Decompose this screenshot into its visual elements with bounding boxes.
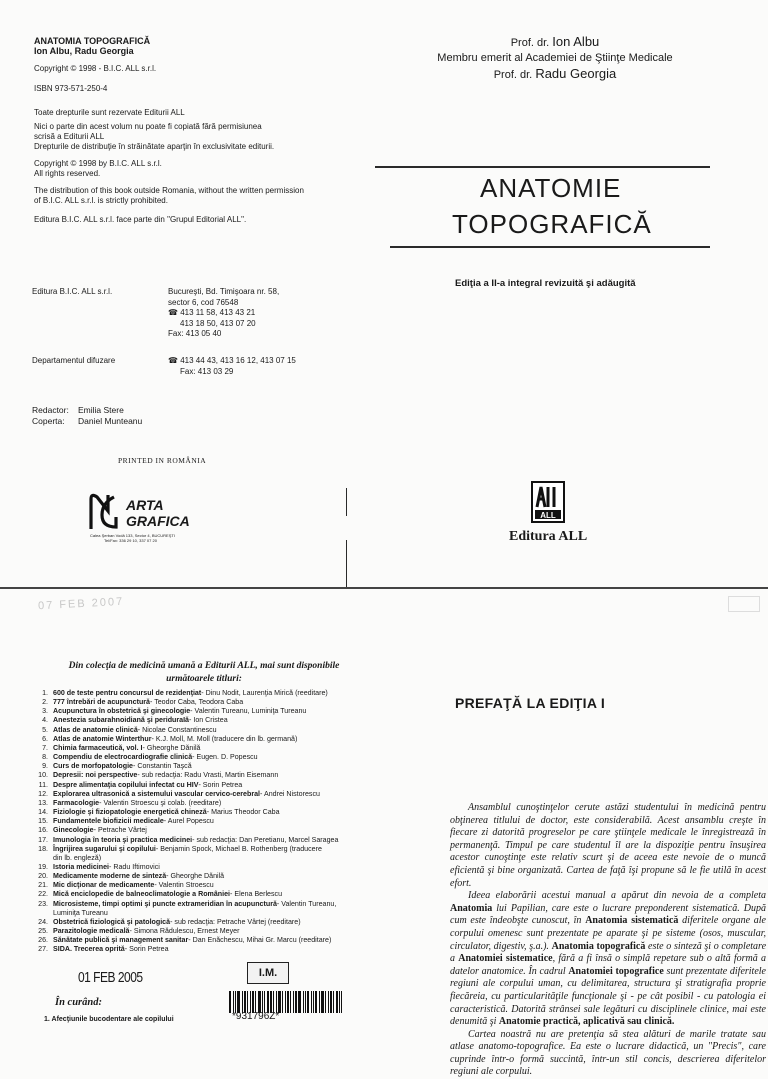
author1-name: Ion Albu	[552, 34, 600, 49]
dept-label: Departamentul difuzare	[32, 356, 116, 365]
book-author: - Teodor Caba, Teodora Caba	[149, 698, 244, 707]
barcode-bar	[303, 991, 304, 1013]
dept-phones	[168, 356, 296, 377]
book-list-item	[30, 927, 370, 936]
barcode-bar	[250, 991, 251, 1013]
barcode-bar	[233, 991, 234, 1013]
barcode-bar	[278, 991, 281, 1013]
imprint-isbn: ISBN 973-571-250-4	[34, 84, 108, 93]
book-list-item	[30, 707, 370, 716]
barcode-bar	[315, 991, 317, 1013]
book-list-item	[30, 936, 370, 945]
book-author: - Gheorghe Dănilă	[166, 872, 225, 881]
book-title: Despre alimentaţia copilului infectat cu HIV	[53, 780, 199, 789]
book-number: 23.	[38, 899, 48, 908]
book-author: - Sorin Petrea	[124, 945, 169, 954]
book-list-item	[30, 890, 370, 899]
barcode-bar	[325, 991, 326, 1013]
barcode-bar	[305, 991, 306, 1013]
spine-mark	[346, 488, 347, 516]
imprint-copyright-2: Copyright © 1998 by B.I.C. ALL s.r.l.	[34, 159, 162, 168]
collection-heading	[40, 660, 368, 686]
imprint-rights-4: Drepturile de distribuţie în străinătate aparţin în exclusivitate editurii.	[34, 142, 275, 151]
im-box	[247, 962, 289, 984]
barcode-bar	[270, 991, 272, 1013]
book-author: - sub redacţia: Radu Vrasti, Martin Eisemann	[137, 771, 279, 780]
imprint-copyright: Copyright © 1998 - B.I.C. ALL s.r.l.	[34, 64, 157, 73]
book-list-item	[30, 698, 370, 707]
book-title: Medicamente moderne de sinteză	[53, 872, 167, 881]
page-fold-line	[0, 587, 768, 589]
book-list-item	[30, 735, 370, 744]
barcode-bar	[319, 991, 320, 1013]
barcode-bar	[313, 991, 314, 1013]
barcode-bar	[276, 991, 277, 1013]
book-number: 25.	[38, 927, 48, 936]
book-title: Explorarea ultrasonică a sistemului vascular cervico-cerebral	[53, 789, 261, 798]
book-number: 26.	[38, 936, 48, 945]
book-list-item	[30, 872, 370, 881]
book-title: Farmacologie	[53, 798, 100, 807]
book-number: 19.	[38, 862, 48, 871]
imprint-page	[34, 36, 354, 225]
author1-prefix: Prof. dr.	[510, 37, 550, 49]
book-list-item	[30, 799, 370, 808]
barcode-bar	[258, 991, 261, 1013]
book-author: - Marius Theodor Caba	[206, 808, 280, 817]
book-author: - Valentin Tureanu,	[276, 899, 337, 908]
book-author: - Gheorghe Dănilă	[142, 743, 201, 752]
book-title: Istoria medicinei	[53, 862, 109, 871]
address-line: ☎ 413 11 58, 413 43 21	[168, 308, 256, 317]
barcode-bar	[262, 991, 263, 1013]
book-title: Îngrijirea sugarului şi copilului	[53, 844, 156, 853]
book-number: 20.	[38, 872, 48, 881]
imprint-book-authors: Ion Albu, Radu Georgia	[34, 46, 134, 56]
book-number: 4.	[42, 716, 48, 725]
barcode-bar	[235, 991, 236, 1013]
cover-name: Daniel Munteanu	[78, 415, 143, 426]
book-title: Mic dicţionar de medicamente	[53, 881, 155, 890]
book-list-item	[30, 790, 370, 799]
book-list-item	[30, 845, 370, 854]
collection-heading-line: următoarele titluri:	[166, 674, 242, 684]
book-number: 17.	[38, 835, 48, 844]
book-title: Chimia farmaceutică, vol. I	[53, 743, 143, 752]
book-list-item	[30, 863, 370, 872]
barcode-bar	[247, 991, 248, 1013]
book-number: 5.	[42, 725, 48, 734]
barcode-bar	[339, 991, 340, 1013]
publisher-name: Editura ALL	[509, 529, 588, 544]
book-number	[30, 854, 53, 863]
cover-authors	[420, 34, 690, 83]
imprint-rights: Toate drepturile sunt rezervate Editurii ALL	[34, 108, 185, 117]
publisher-address	[168, 287, 279, 340]
book-title: 600 de teste pentru concursul de rezidenţiat	[53, 689, 202, 697]
book-number: 13.	[38, 798, 48, 807]
book-number	[30, 909, 53, 918]
book-number: 27.	[38, 945, 48, 954]
preface-heading: PREFAŢĂ LA EDIŢIA I	[455, 695, 606, 711]
book-list-item	[30, 918, 370, 927]
barcode-bar	[311, 991, 312, 1013]
barcode-bar	[287, 991, 289, 1013]
book-number: 16.	[38, 826, 48, 835]
publisher-label: Editura B.I.C. ALL s.r.l.	[32, 287, 113, 296]
barcode-bar	[341, 991, 342, 1013]
book-title: Atlas de anatomie clinică	[53, 725, 138, 734]
title-line-2: TOPOGRAFICĂ	[452, 209, 652, 239]
barcode-bar	[252, 991, 254, 1013]
printer-address-line: Tel/Fax: 336 29 10, 337 07 20	[104, 538, 157, 543]
barcode-number: *931796Z*	[232, 1011, 280, 1022]
editor-label: Redactor:	[32, 405, 69, 415]
book-title: 777 întrebări de acupunctură	[53, 698, 150, 707]
preface-paragraph: Cartea noastră nu are pretenţia să stea alături de marile tratate sau atlase anatomo-topografice. Ea este o lucrare didactică, un "Precis", care cuprinde într-o formă succintă, într-un stil concis, descrierea diferitelor regiuni ale corpului.	[450, 1028, 766, 1078]
book-number: 2.	[42, 698, 48, 707]
author2-prefix: Prof. dr.	[493, 69, 533, 81]
book-author: Luminiţa Tureanu	[53, 908, 108, 917]
book-number: 7.	[42, 743, 48, 752]
book-number: 12.	[38, 789, 48, 798]
book-title: Compendiu de electrocardiografie clinică	[53, 753, 193, 762]
coming-soon: În curând:	[55, 997, 102, 1008]
book-author: - Valentin Stroescu	[154, 881, 214, 890]
book-author: - Radu Iftimovici	[108, 862, 160, 871]
imprint-distribution-2: of B.I.C. ALL s.r.l. is strictly prohibited.	[34, 196, 168, 205]
book-list-item	[30, 881, 370, 890]
book-title: Depresii: noi perspective	[53, 771, 138, 780]
imprint-group: Editura B.I.C. ALL s.r.l. face parte din "Grupul Editorial ALL".	[34, 215, 247, 224]
book-list-item	[30, 836, 370, 845]
book-title: Ginecologie	[53, 826, 94, 835]
book-number: 6.	[42, 734, 48, 743]
collection-heading-line: Din colecţia de medicină umană a Editurii ALL, mai sunt disponibile	[68, 661, 340, 671]
barcode	[229, 991, 344, 1013]
book-title: Curs de morfopatologie	[53, 762, 134, 771]
barcode-bar	[295, 991, 297, 1013]
barcode-bar	[264, 991, 265, 1013]
book-title: SIDA. Trecerea oprită	[53, 945, 125, 954]
book-author: - Valentin Stroescu şi colab. (reeditare)	[99, 798, 222, 807]
book-list-item	[30, 854, 370, 863]
book-list-item	[30, 762, 370, 771]
book-list-item	[30, 900, 370, 909]
book-author: - K.J. Moll, M. Moll (traducere din lb. germană)	[151, 734, 298, 743]
barcode-bar	[307, 991, 309, 1013]
book-number: 22.	[38, 890, 48, 899]
book-title: Mică enciclopedie de balneoclimatologie a României	[53, 890, 230, 899]
book-list-item	[30, 826, 370, 835]
book-author: - Benjamin Spock, Michael B. Rothenberg (traducere	[155, 844, 322, 853]
book-author: - sub redacţia: Petrache Vârtej (reeditare)	[170, 917, 301, 926]
book-number: 24.	[38, 917, 48, 926]
book-title: Parazitologie medicală	[53, 927, 130, 936]
book-title: Obstetrică fiziologică şi patologică	[53, 917, 171, 926]
preface-text	[450, 802, 767, 1078]
printer-logo	[88, 491, 218, 551]
faded-stamp: 07 FEB 2007	[37, 595, 125, 613]
all-logo	[531, 481, 565, 523]
book-title: Microsisteme, timpi optimi şi puncte extrameridian în acupunctură	[53, 899, 277, 908]
date-stamp: 01 FEB 2005	[78, 968, 143, 986]
book-author: - Dan Enăchescu, Mihai Gr. Marcu (reeditare)	[188, 936, 332, 945]
book-list-item	[30, 945, 370, 954]
book-list-item	[30, 781, 370, 790]
book-title: Atlas de anatomie Winterthur	[53, 734, 152, 743]
preface-paragraph: Ansamblul cunoştinţelor cerute astăzi studentului în medicină pentru obţinerea titlului de doctor, este considerabilă. Acest ansamblu creşte în fiecare zi datorită progreselor pe care ştiinţele medicale le înregistrează în permanenţă. Timpul pe care studentul îl are la dispoziţie pentru însuşirea acestor cunoştinţe este relativ scurt şi de aceea este nevoie de o muncă eficientă şi bine organizată. Cartea de faţă îşi propune să le fie utilă în acest efort.	[450, 802, 766, 889]
book-author: - Aurel Popescu	[163, 817, 214, 826]
phone-line: ☎ 413 44 43, 413 16 12, 413 07 15	[168, 356, 296, 365]
book-title: Imunologia în teoria şi practica medicinei	[53, 835, 193, 844]
book-number: 15.	[38, 817, 48, 826]
book-list-item	[30, 726, 370, 735]
book-title: Fundamentele biofizicii medicale	[53, 817, 164, 826]
editor-name: Emilia Stere	[78, 405, 124, 415]
book-list-item	[30, 716, 370, 725]
cover-label: Coperta:	[32, 415, 65, 426]
address-line: 413 18 50, 413 07 20	[180, 318, 256, 328]
barcode-bar	[298, 991, 301, 1013]
book-list-item	[30, 817, 370, 826]
barcode-bar	[285, 991, 286, 1013]
book-list-item	[30, 808, 370, 817]
book-list-item	[30, 771, 370, 780]
book-number: 21.	[38, 881, 48, 890]
book-author: - Valentin Tureanu, Luminiţa Tureanu	[190, 707, 307, 716]
book-number: 3.	[42, 707, 48, 716]
book-author: - Sorin Petrea	[198, 780, 243, 789]
address-line: sector 6, cod 76548	[168, 297, 239, 307]
edition-note: Ediţia a II-a integral revizuită şi adăugită	[455, 278, 636, 289]
barcode-bar	[255, 991, 256, 1013]
barcode-bar	[336, 991, 338, 1013]
book-author: - Ion Cristea	[189, 716, 228, 725]
barcode-bar	[273, 991, 274, 1013]
printer-address	[90, 533, 220, 543]
barcode-bar	[242, 991, 243, 1013]
barcode-bar	[328, 991, 329, 1013]
book-author: - sub redacţia: Dan Peretianu, Marcel Saragea	[192, 835, 339, 844]
spine-mark	[346, 540, 347, 588]
credits	[32, 405, 142, 426]
book-list-item	[30, 744, 370, 753]
phone-line: Fax: 413 03 29	[180, 366, 234, 376]
faded-stamp-right	[728, 596, 760, 612]
imprint-distribution: The distribution of this book outside Romania, without the written permission	[34, 186, 304, 195]
author2-name: Radu Georgia	[535, 66, 617, 81]
book-list-item	[30, 753, 370, 762]
book-author: din lb. engleză)	[53, 853, 102, 862]
barcode-bar	[267, 991, 269, 1013]
imprint-all-rights: All rights reserved.	[34, 169, 101, 178]
address-line: Fax: 413 05 40	[168, 329, 222, 338]
book-number: 9.	[42, 762, 48, 771]
all-logo-icon	[533, 483, 563, 521]
barcode-bar	[290, 991, 291, 1013]
book-number: 8.	[42, 753, 48, 762]
preface-paragraph: Ideea elaborării acestui manual a apărut din nevoia de a completa Anatomia lui Papilian, care este o lucrare preponderent sistematică. După cum este îndeobşte cunoscut, în Anatomia sistematică diferitele organe ale corpului omenesc sunt prezentate pe aparate şi pe sisteme (osos, muscular, circulator, digestiv, ş.a.). Anatomia topografică este o sinteză şi o completare a Anatomiei sistematice, fără a fi însă o simplă repetare sub o altă formă a datelor anatomice. În cadrul Anatomiei topografice sunt prezentate diferitele regiuni ale corpului uman, cu delimitarea, structura şi stratigrafia proprie fiecăreia, cu particularităţile funcţionale şi - pe cât posibil - cu patologia ei caracteristică. Datorită strânsei sale legături cu disciplinele clinice, mai este denumită şi Anatomie practică, aplicativă sau clinică.	[450, 890, 767, 1028]
book-number: 10.	[38, 771, 48, 780]
book-number: 1.	[42, 689, 48, 697]
book-author: - Constantin Taşcă	[133, 762, 192, 771]
next-item: 1. Afecţiunile bucodentare ale copilului	[44, 1016, 174, 1023]
title-line-1: ANATOMIE	[480, 173, 622, 203]
arta-grafica-mark-icon	[88, 491, 122, 531]
printer-logo-text: ARTA GRAFICA	[126, 497, 190, 529]
barcode-bar	[282, 991, 283, 1013]
svg-text:ALL: ALL	[540, 511, 556, 520]
address-line: Bucureşti, Bd. Timişoara nr. 58,	[168, 287, 280, 296]
barcode-bar	[229, 991, 231, 1013]
book-number: 14.	[38, 808, 48, 817]
im-box-label: I.M.	[258, 967, 278, 979]
barcode-bar	[321, 991, 324, 1013]
book-author: - Petrache Vârtej	[93, 826, 147, 835]
imprint-book-title: ANATOMIA TOPOGRAFICĂ	[34, 36, 151, 46]
book-author: - Dinu Nodit, Laurenţia Mirică (reeditare)	[201, 689, 328, 697]
barcode-bar	[244, 991, 246, 1013]
book-title: Anestezia subarahnoidiană şi periduraIă	[53, 716, 190, 725]
book-title: Sănătate publică şi management sanitar	[53, 936, 189, 945]
barcode-bar	[237, 991, 240, 1013]
book-list	[30, 689, 370, 955]
book-author: - Nicolae Constantinescu	[137, 725, 217, 734]
author1-role: Membru emerit al Academiei de Ştiinţe Medicale	[437, 52, 673, 64]
barcode-bar	[293, 991, 294, 1013]
book-list-item	[30, 909, 370, 918]
book-title	[452, 170, 652, 242]
printed-in-romania: PRINTED IN ROMÂNIA	[118, 456, 207, 465]
book-number: 18.	[38, 844, 48, 853]
book-title: Fiziologie şi fiziopatologie energetică chineză	[53, 808, 207, 817]
book-author: - Andrei Nistorescu	[260, 789, 320, 798]
imprint-rights-2: Nici o parte din acest volum nu poate fi copiată fără permisiunea	[34, 122, 262, 131]
title-rule-top	[375, 166, 710, 168]
book-author: - Eugen. D. Popescu	[192, 753, 258, 762]
barcode-bar	[333, 991, 334, 1013]
imprint-rights-3: scrisă a Editurii ALL	[34, 132, 105, 141]
book-number: 11.	[38, 780, 48, 789]
book-list-item	[30, 689, 370, 698]
printer-address-line: Calea Şerban Vodă 133, Sector 4, BUCUREŞTI	[90, 533, 175, 538]
title-rule-bottom	[390, 246, 710, 248]
book-author: - Simona Rădulescu, Ernest Meyer	[129, 927, 240, 936]
barcode-bar	[330, 991, 332, 1013]
book-title: Acupunctura în obstetrică şi ginecologie	[53, 707, 191, 716]
book-author: - Elena Berlescu	[230, 890, 283, 899]
